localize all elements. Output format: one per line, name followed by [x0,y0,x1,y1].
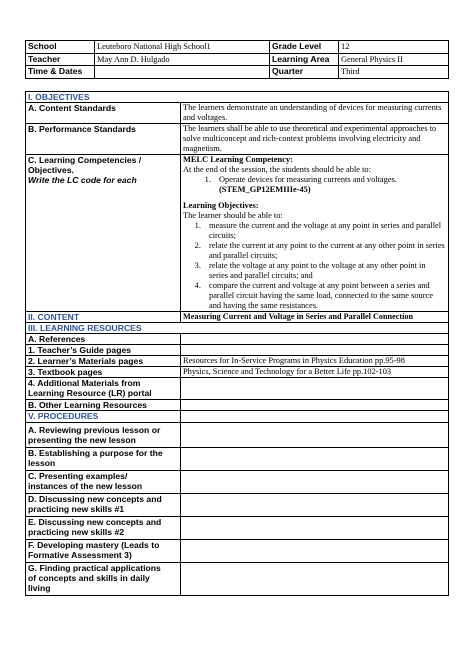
melc-list [183,175,446,185]
procedure-d-label: D. Discussing new concepts and practicing new skills #1 [26,494,181,517]
competency-label-line-1: C. Learning Competencies / [28,155,142,165]
procedure-d-row [26,494,449,517]
references-row [26,334,449,345]
performance-standards-row [26,124,449,155]
melc-item: 1. Operate devices for measuring currents and voltages. [213,175,446,185]
procedure-c-label: C. Presenting examples/ instances of the new lesson [26,471,181,494]
learners-materials-value: Resources for In-Service Programs in Physics Education pp.95-98 [181,356,449,367]
textbook-value: Physics, Science and Technology for a Better Life pp.102-103 [181,367,449,378]
teachers-guide-row [26,345,449,356]
learning-objective-item: 3. relate the voltage at any point to the voltage at any other point in series and parallel circuits; and [203,261,446,281]
competency-label-line-2: Objectives. [28,165,74,175]
references-label: A. References [26,334,181,345]
learning-area-label: Learning Area [270,53,339,66]
procedure-c-row [26,471,449,494]
other-resources-label: B. Other Learning Resources [26,400,181,411]
learning-objectives-list [183,221,446,311]
procedure-f-label: F. Developing mastery (Leads to Formative Assessment 3) [26,540,181,563]
content-standards-value: The learners demonstrate an understanding of devices for measuring currents and voltages. [181,103,449,124]
learning-resources-heading: III. LEARNING RESOURCES [26,323,449,334]
performance-standards-value: The learners shall be able to use theoretical and experimental approaches to solve multiconcept and rich-context problems involving electricity and magnetism. [181,124,449,155]
school-value: Leuteboro National High School1 [95,41,270,54]
grade-level-value: 12 [339,41,449,54]
additional-materials-row [26,378,449,400]
melc-title: MELC Learning Competency: [183,155,293,164]
header-row-school [26,41,449,54]
teachers-guide-label: 1. Teacher’s Guide pages [26,345,181,356]
quarter-label: Quarter [270,66,339,79]
teacher-value: May Ann D. Hulgado [95,53,270,66]
content-value: Measuring Current and Voltage in Series and Parallel Connection [181,312,449,323]
procedure-g-label: G. Finding practical applications of concepts and skills in daily living [26,563,181,596]
melc-code: (STEM_GP12EMIIIe-45) [219,185,311,194]
additional-materials-label: 4. Additional Materials from Learning Resource (LR) portal [26,378,181,400]
procedure-e-label: E. Discussing new concepts and practicing new skills #2 [26,517,181,540]
procedures-row [26,411,449,423]
header-row-teacher [26,53,449,66]
textbook-label: 3. Textbook pages [26,367,181,378]
learning-competencies-value [181,155,449,312]
learners-materials-row [26,356,449,367]
learning-competencies-row [26,155,449,312]
procedure-e-row [26,517,449,540]
grade-level-label: Grade Level [270,41,339,54]
content-standards-row [26,103,449,124]
learning-competencies-label [26,155,181,312]
time-dates-value [95,66,270,79]
procedure-g-row [26,563,449,596]
procedure-a-label: A. Reviewing previous lesson or presenting the new lesson [26,423,181,448]
competency-label-line-3: Write the LC code for each [28,175,137,185]
procedure-b-label: B. Establishing a purpose for the lesson [26,448,181,471]
procedure-f-row [26,540,449,563]
header-row-time [26,66,449,79]
learning-objectives-intro: The learner should be able to: [183,211,283,220]
learning-objective-item: 4. compare the current and voltage at any point between a series and parallel circuit having the same load, connected to the same source and having the same resistances. [203,281,446,311]
performance-standards-label: B. Performance Standards [26,124,181,155]
objectives-heading: I. OBJECTIVES [26,92,449,103]
content-heading: II. CONTENT [26,312,181,323]
lesson-table [25,91,449,596]
procedure-b-row [26,448,449,471]
teacher-label: Teacher [26,53,95,66]
textbook-row [26,367,449,378]
learning-resources-row [26,323,449,334]
learners-materials-label: 2. Learner’s Materials pages [26,356,181,367]
objectives-heading-row [26,92,449,103]
content-standards-label: A. Content Standards [26,103,181,124]
procedures-heading: V. PROCEDURES [26,411,181,423]
other-resources-row [26,400,449,411]
learning-objective-item: 1. measure the current and the voltage at any point in series and parallel circuits; [203,221,446,241]
school-label: School [26,41,95,54]
melc-intro: At the end of the session, the students should be able to: [183,165,371,174]
quarter-value: Third [339,66,449,79]
time-dates-label: Time & Dates [26,66,95,79]
learning-area-value: General Physics II [339,53,449,66]
learning-objective-item: 2. relate the current at any point to the current at any other point in series and parallel circuits; [203,241,446,261]
procedure-a-row [26,423,449,448]
header-table [25,40,449,79]
content-row [26,312,449,323]
learning-objectives-title: Learning Objectives: [183,201,259,210]
